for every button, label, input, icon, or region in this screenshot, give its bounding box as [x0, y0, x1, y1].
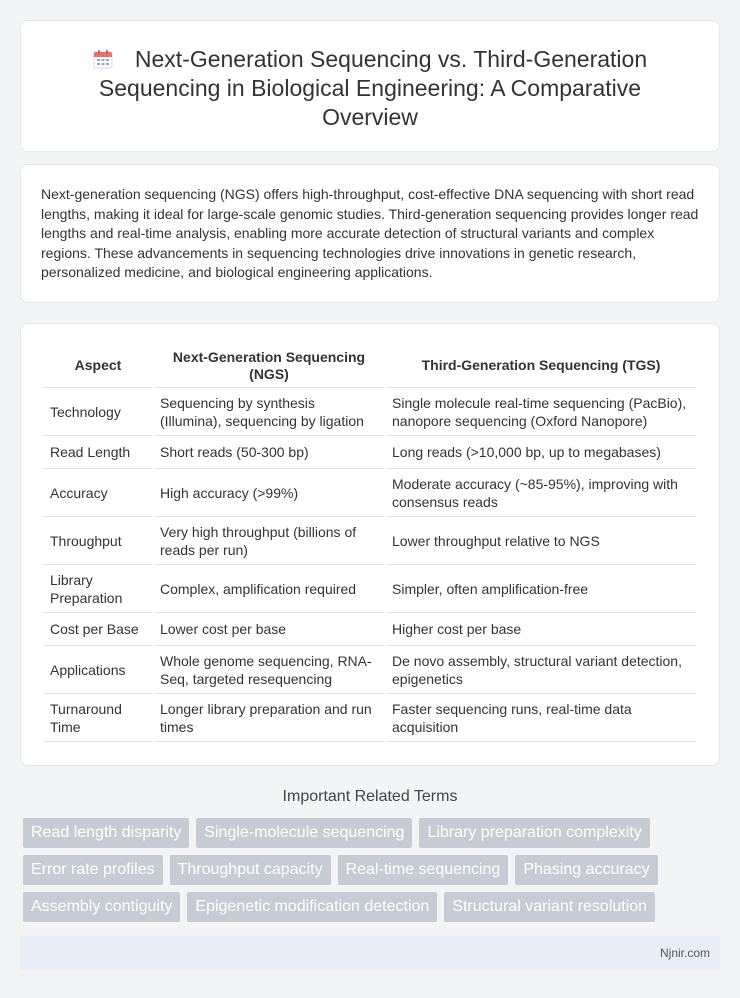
related-term-tag[interactable]: Epigenetic modification detection — [187, 892, 437, 922]
row-aspect: Cost per Base — [44, 613, 152, 646]
related-terms-list — [20, 818, 720, 929]
title-card — [20, 20, 720, 152]
row-tgs: Moderate accuracy (~85-95%), improving with consensus reads — [386, 469, 696, 517]
row-ngs: Complex, amplification required — [154, 565, 384, 613]
row-tgs: Lower throughput relative to NGS — [386, 517, 696, 565]
row-ngs: Very high throughput (billions of reads per run) — [154, 517, 384, 565]
row-aspect: Turnaround Time — [44, 694, 152, 742]
row-ngs: Short reads (50-300 bp) — [154, 436, 384, 469]
page-title-text: Next-Generation Sequencing vs. Third-Generation Sequencing in Biological Engineering: A Comparative Overview — [98, 46, 648, 130]
table-row — [44, 517, 696, 565]
row-ngs: Lower cost per base — [154, 613, 384, 646]
related-terms-title: Important Related Terms — [282, 788, 458, 805]
row-ngs: Whole genome sequencing, RNA-Seq, targeted resequencing — [154, 646, 384, 694]
intro-card — [20, 164, 720, 303]
related-term-tag[interactable]: Single-molecule sequencing — [196, 818, 412, 848]
row-aspect: Throughput — [44, 517, 152, 565]
row-tgs: De novo assembly, structural variant detection, epigenetics — [386, 646, 696, 694]
related-term-tag[interactable]: Phasing accuracy — [515, 855, 657, 885]
table-row — [44, 469, 696, 517]
related-term-tag[interactable]: Library preparation complexity — [419, 818, 649, 848]
table-row — [44, 646, 696, 694]
related-term-tag[interactable]: Structural variant resolution — [444, 892, 655, 922]
related-term-tag[interactable]: Assembly contiguity — [23, 892, 180, 922]
row-aspect: Technology — [44, 388, 152, 436]
table-row — [44, 388, 696, 436]
comparison-table — [42, 344, 698, 742]
footer — [20, 936, 720, 970]
related-term-tag[interactable]: Throughput capacity — [170, 855, 331, 885]
row-tgs: Faster sequencing runs, real-time data acquisition — [386, 694, 696, 742]
header-tgs: Third-Generation Sequencing (TGS) — [386, 344, 696, 388]
table-row — [44, 565, 696, 613]
header-ngs: Next-Generation Sequencing (NGS) — [154, 344, 384, 388]
related-term-tag[interactable]: Error rate profiles — [23, 855, 163, 885]
related-term-tag[interactable]: Real-time sequencing — [338, 855, 509, 885]
table-row — [44, 613, 696, 646]
row-ngs: Longer library preparation and run times — [154, 694, 384, 742]
footer-site-name[interactable]: Njnir.com — [659, 946, 710, 960]
row-aspect: Library Preparation — [44, 565, 152, 613]
table-row — [44, 694, 696, 742]
row-ngs: High accuracy (>99%) — [154, 469, 384, 517]
row-aspect: Accuracy — [44, 469, 152, 517]
table-header-row — [44, 344, 696, 388]
row-tgs: Higher cost per base — [386, 613, 696, 646]
row-tgs: Single molecule real-time sequencing (PacBio), nanopore sequencing (Oxford Nanopore) — [386, 388, 696, 436]
comparison-table-card — [20, 323, 720, 766]
row-tgs: Long reads (>10,000 bp, up to megabases) — [386, 436, 696, 469]
table-row — [44, 436, 696, 469]
page-title — [51, 45, 689, 132]
row-ngs: Sequencing by synthesis (Illumina), sequencing by ligation — [154, 388, 384, 436]
calendar-icon — [93, 49, 113, 69]
intro-paragraph: Next-generation sequencing (NGS) offers high-throughput, cost-effective DNA sequencing with short read lengths, making it ideal for large-scale genomic studies. Third-generation sequencing provides longer read lengths and real-time analysis, enabling more accurate detection of structural variants and complex regions. These advancements in sequencing technologies drive innovations in genetic research, personalized medicine, and biological engineering applications. — [41, 186, 699, 281]
row-aspect: Applications — [44, 646, 152, 694]
header-aspect: Aspect — [44, 344, 152, 388]
related-term-tag[interactable]: Read length disparity — [23, 818, 189, 848]
row-aspect: Read Length — [44, 436, 152, 469]
row-tgs: Simpler, often amplification-free — [386, 565, 696, 613]
